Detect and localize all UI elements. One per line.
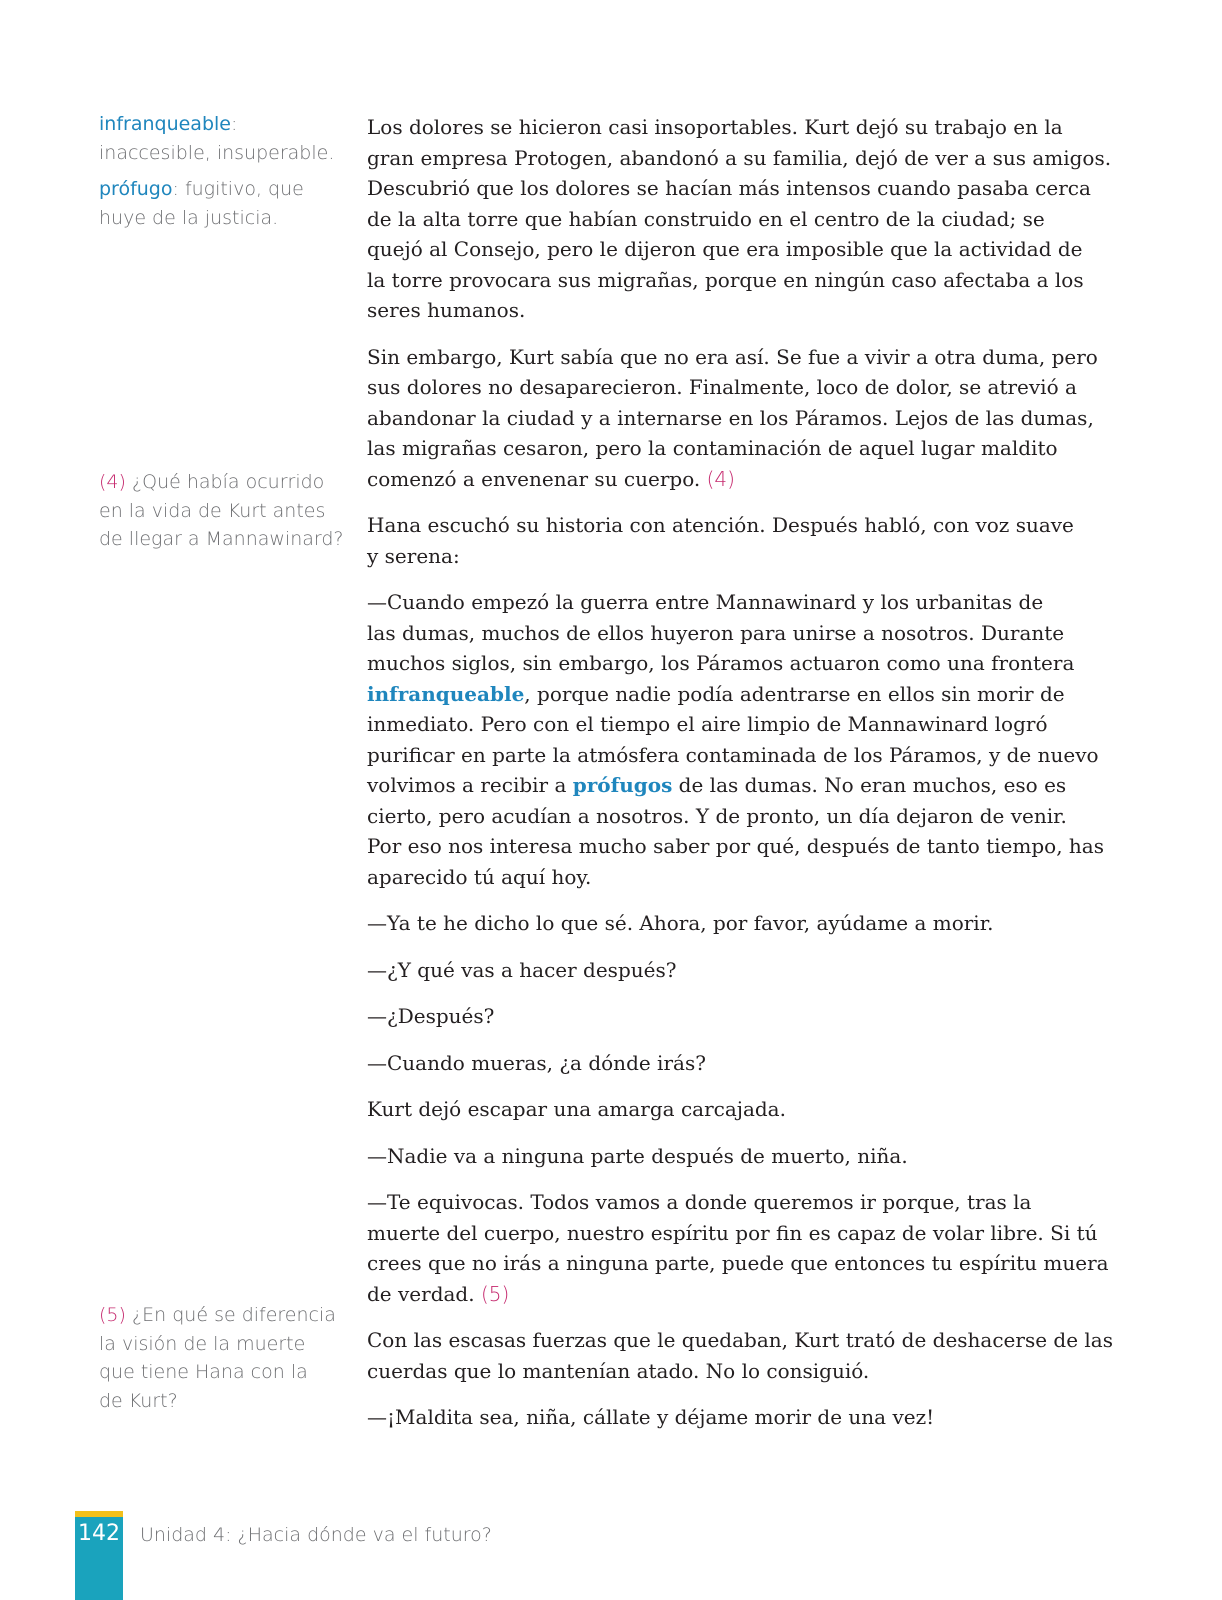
text-line: cierto, pero acudían a nosotros. Y de pronto, un día dejaron de venir. — [367, 803, 1067, 828]
text-line: Sin embargo, Kurt sabía que no era así. Se fue a vivir a otra duma, pero — [367, 344, 1098, 369]
text-line: Descubrió que los dolores se hacían más intensos cuando pasaba cerca — [367, 176, 1091, 200]
text-line: las migrañas cesaron, pero la contaminación de aquel lugar maldito — [367, 436, 1058, 460]
text-line: las dumas, muchos de ellos huyeron para unirse a nosotros. Durante — [367, 620, 1065, 645]
text-line — [367, 679, 1097, 710]
glossary-entry-infranqueable — [99, 110, 344, 167]
text-line: —Te equivocas. Todos vamos a donde queremos ir porque, tras la — [367, 1190, 1032, 1214]
story-paragraph-12 — [367, 1325, 1113, 1386]
text-line: muchos siglos, sin embargo, los Páramos actuaron como una frontera — [367, 651, 1075, 675]
question-text: ¿Qué había ocurrido — [125, 471, 325, 493]
glossary-separator: : — [172, 178, 179, 200]
story-paragraph-8: —Cuando mueras, ¿a dónde irás? — [367, 1050, 706, 1075]
glossary-highlight-infranqueable: infranqueable — [367, 681, 525, 706]
story-paragraph-7: —¿Después? — [367, 1004, 495, 1028]
story-paragraph-10: —Nadie va a ninguna parte después de muerto, niña. — [367, 1143, 908, 1168]
text-line — [367, 464, 1097, 495]
question-text: ¿En qué se diferencia — [125, 1304, 336, 1326]
text-line: Los dolores se hicieron casi insoportables. Kurt dejó su trabajo en la — [367, 115, 1063, 139]
text-line — [367, 770, 1097, 801]
question-text: de llegar a Mannawinard? — [99, 528, 344, 550]
text-segment: volvimos a recibir a — [367, 773, 573, 797]
text-segment: de verdad. — [367, 1281, 481, 1306]
question-ref-5: (5) — [480, 1281, 510, 1306]
text-line: la torre provocara sus migrañas, porque en ningún caso afectaba a los — [367, 267, 1084, 292]
text-line: cuerdas que lo mantenían atado. No lo consiguió. — [367, 1358, 870, 1383]
text-line: de la alta torre que habían construido en el centro de la ciudad; se — [367, 206, 1045, 231]
glossary-definition: inaccesible, insuperable. — [99, 141, 335, 164]
question-ref-4: (4) — [706, 466, 735, 491]
text-segment: de las dumas. No eran muchos, eso es — [672, 773, 1067, 797]
text-line: aparecido tú aquí hoy. — [367, 864, 592, 889]
story-paragraph-4 — [367, 587, 1104, 892]
question-4 — [99, 468, 344, 554]
text-line: abandonar la ciudad y a internarse en los Páramos. Lejos de las dumas, — [367, 405, 1094, 430]
glossary-definition: huye de la justicia. — [99, 206, 279, 229]
glossary-term: infranqueable — [99, 113, 231, 135]
text-line: Por eso nos interesa mucho saber por qué, después de tanto tiempo, has — [367, 834, 1104, 858]
question-text: que tiene Hana con la — [99, 1361, 308, 1383]
text-line: inmediato. Pero con el tiempo el aire limpio de Mannawinard logró — [367, 712, 1048, 736]
story-body — [367, 112, 1113, 1449]
text-line: crees que no irás a ninguna parte, puede que entonces tu espíritu muera — [367, 1251, 1109, 1275]
glossary-entry-profugo — [99, 175, 344, 232]
text-line: muerte del cuerpo, nuestro espíritu por fin es capaz de volar libre. Si tú — [367, 1220, 1098, 1245]
text-line: y serena: — [367, 543, 460, 568]
glossary-separator: : — [230, 113, 238, 135]
story-paragraph-6: —¿Y qué vas a hacer después? — [367, 957, 677, 982]
question-5 — [99, 1301, 344, 1415]
text-line: Hana escuchó su historia con atención. Después habló, con voz suave — [367, 513, 1074, 537]
question-number: (4) — [99, 471, 126, 493]
story-paragraph-2 — [367, 342, 1097, 495]
question-text: la visión de la muerte — [99, 1332, 306, 1355]
footer-tab-accent — [75, 1511, 123, 1517]
text-line: —Cuando empezó la guerra entre Mannawinard y los urbanitas de — [367, 590, 1044, 614]
question-number: (5) — [99, 1304, 126, 1326]
text-line — [367, 1279, 1097, 1310]
text-segment: , porque nadie podía adentrarse en ellos sin morir de — [524, 681, 1065, 706]
text-line: sus dolores no desaparecieron. Finalmente, loco de dolor, se atrevió a — [367, 375, 1077, 399]
story-paragraph-11 — [367, 1187, 1109, 1309]
text-line: seres humanos. — [367, 298, 526, 322]
text-segment: comenzó a envenenar su cuerpo. — [367, 466, 707, 491]
story-paragraph-5: —Ya te he dicho lo que sé. Ahora, por favor, ayúdame a morir. — [367, 911, 994, 935]
glossary-term: prófugo — [99, 178, 173, 200]
unit-title: Unidad 4: ¿Hacia dónde va el futuro? — [140, 1524, 492, 1546]
text-line: Con las escasas fuerzas que le quedaban, Kurt trató de deshacerse de las — [367, 1328, 1113, 1352]
question-text: en la vida de Kurt antes — [99, 499, 326, 522]
story-paragraph-9: Kurt dejó escapar una amarga carcajada. — [367, 1097, 786, 1121]
glossary-definition: fugitivo, que — [178, 178, 304, 200]
text-line: gran empresa Protogen, abandonó a su familia, dejó de ver a sus amigos. — [367, 145, 1112, 170]
text-line: purificar en parte la atmósfera contaminada de los Páramos, y de nuevo — [367, 742, 1099, 767]
question-text: de Kurt? — [99, 1389, 178, 1412]
story-paragraph-3 — [367, 510, 1097, 571]
text-line: quejó al Consejo, pero le dijeron que era imposible que la actividad de — [367, 237, 1083, 261]
page-number: 142 — [78, 1521, 120, 1546]
story-paragraph-1 — [367, 112, 1112, 326]
story-paragraph-13: —¡Maldita sea, niña, cállate y déjame morir de una vez! — [367, 1405, 935, 1429]
glossary-highlight-profugos: prófugos — [572, 773, 673, 797]
